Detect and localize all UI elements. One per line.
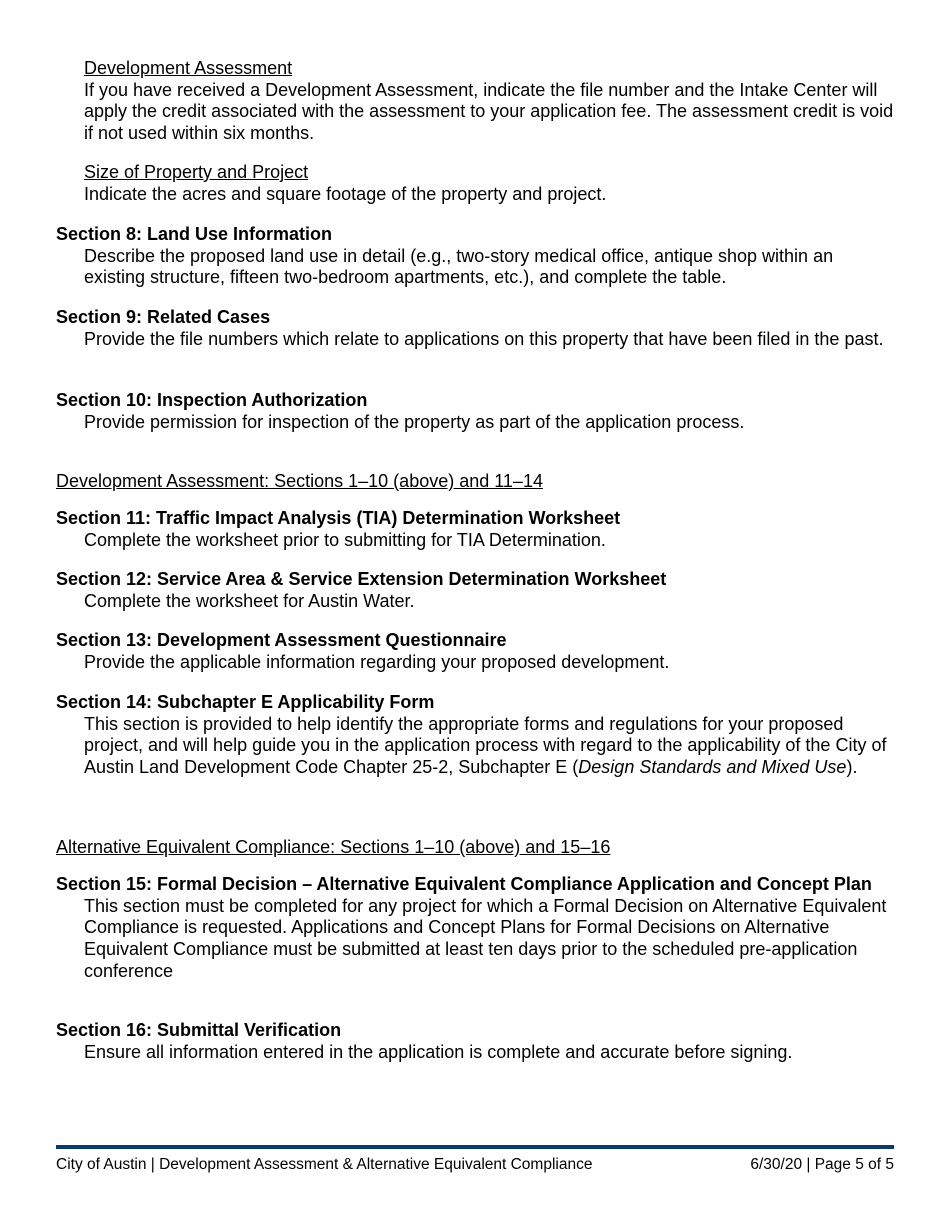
section-14: [56, 692, 896, 779]
section-8: [56, 224, 896, 289]
page-footer: [56, 1156, 894, 1174]
footer-right: 6/30/20 | Page 5 of 5: [750, 1156, 894, 1173]
section-body: Provide the file numbers which relate to applications on this property that have been filed in the past.: [84, 328, 884, 349]
section-9: [56, 307, 896, 350]
body-text-italic: Design Standards and Mixed Use: [578, 757, 847, 778]
section-body: Complete the worksheet prior to submitting for TIA Determination.: [84, 529, 606, 550]
section-12: [56, 569, 896, 612]
section-body: [56, 714, 896, 779]
section-title: Section 14: Subchapter E Applicability Form: [56, 692, 435, 712]
section-10: [56, 390, 896, 433]
size-heading: Size of Property and Project: [84, 162, 309, 182]
section-title: Section 12: Service Area & Service Extension Determination Worksheet: [56, 569, 667, 589]
section-body: Provide the applicable information regarding your proposed development.: [84, 651, 670, 672]
section-15: [56, 874, 896, 983]
section-body: Provide permission for inspection of the property as part of the application process.: [84, 411, 745, 432]
size-text: Indicate the acres and square footage of the property and project.: [84, 183, 607, 204]
body-text-end: ).: [846, 757, 858, 778]
section-title: Section 8: Land Use Information: [56, 224, 333, 244]
section-title: Section 13: Development Assessment Questionnaire: [56, 630, 507, 650]
group-heading-alternative-equivalent-compliance: Alternative Equivalent Compliance: Sections 1–10 (above) and 15–16: [56, 837, 611, 857]
size-block: [56, 162, 896, 205]
section-body: Ensure all information entered in the application is complete and accurate before signing.: [84, 1041, 793, 1062]
section-body: Describe the proposed land use in detail (e.g., two-story medical office, antique shop within an existing structure, fifteen two-bedroom apartments, etc.), and complete the table.: [84, 245, 834, 288]
section-title: Section 15: Formal Decision – Alternative Equivalent Compliance Application and Concept Plan: [56, 874, 872, 894]
dev-assessment-text: If you have received a Development Assessment, indicate the file number and the Intake Center will apply the credit associated with the assessment to your application fee. The assessment credit is void if not used within six months.: [84, 79, 894, 144]
section-body: This section must be completed for any project for which a Formal Decision on Alternative Equivalent Compliance is requested. Applications and Concept Plans for Formal Decisions on Alternative Equivalent Compliance must be submitted at least ten days prior to the scheduled pre-application conference: [84, 895, 887, 981]
group-heading-development-assessment: Development Assessment: Sections 1–10 (above) and 11–14: [56, 471, 543, 491]
section-title: Section 16: Submittal Verification: [56, 1020, 342, 1040]
section-16: [56, 1020, 896, 1063]
footer-divider: [56, 1145, 894, 1149]
section-body: Complete the worksheet for Austin Water.: [84, 590, 415, 611]
section-title: Section 10: Inspection Authorization: [56, 390, 368, 410]
dev-assessment-block: [56, 58, 896, 145]
section-title: Section 9: Related Cases: [56, 307, 271, 327]
dev-assessment-heading: Development Assessment: [84, 58, 293, 78]
footer-left: City of Austin | Development Assessment & Alternative Equivalent Compliance: [56, 1156, 593, 1173]
section-11: [56, 508, 896, 551]
section-13: [56, 630, 896, 673]
section-title: Section 11: Traffic Impact Analysis (TIA) Determination Worksheet: [56, 508, 621, 528]
body-text-start: This section is provided to help identify the appropriate forms and regulations for your proposed project, and will help guide you in the application process with regard to the applicability of the City of Austin Land Development Code Chapter 25-2, Subchapter E (: [84, 713, 887, 778]
